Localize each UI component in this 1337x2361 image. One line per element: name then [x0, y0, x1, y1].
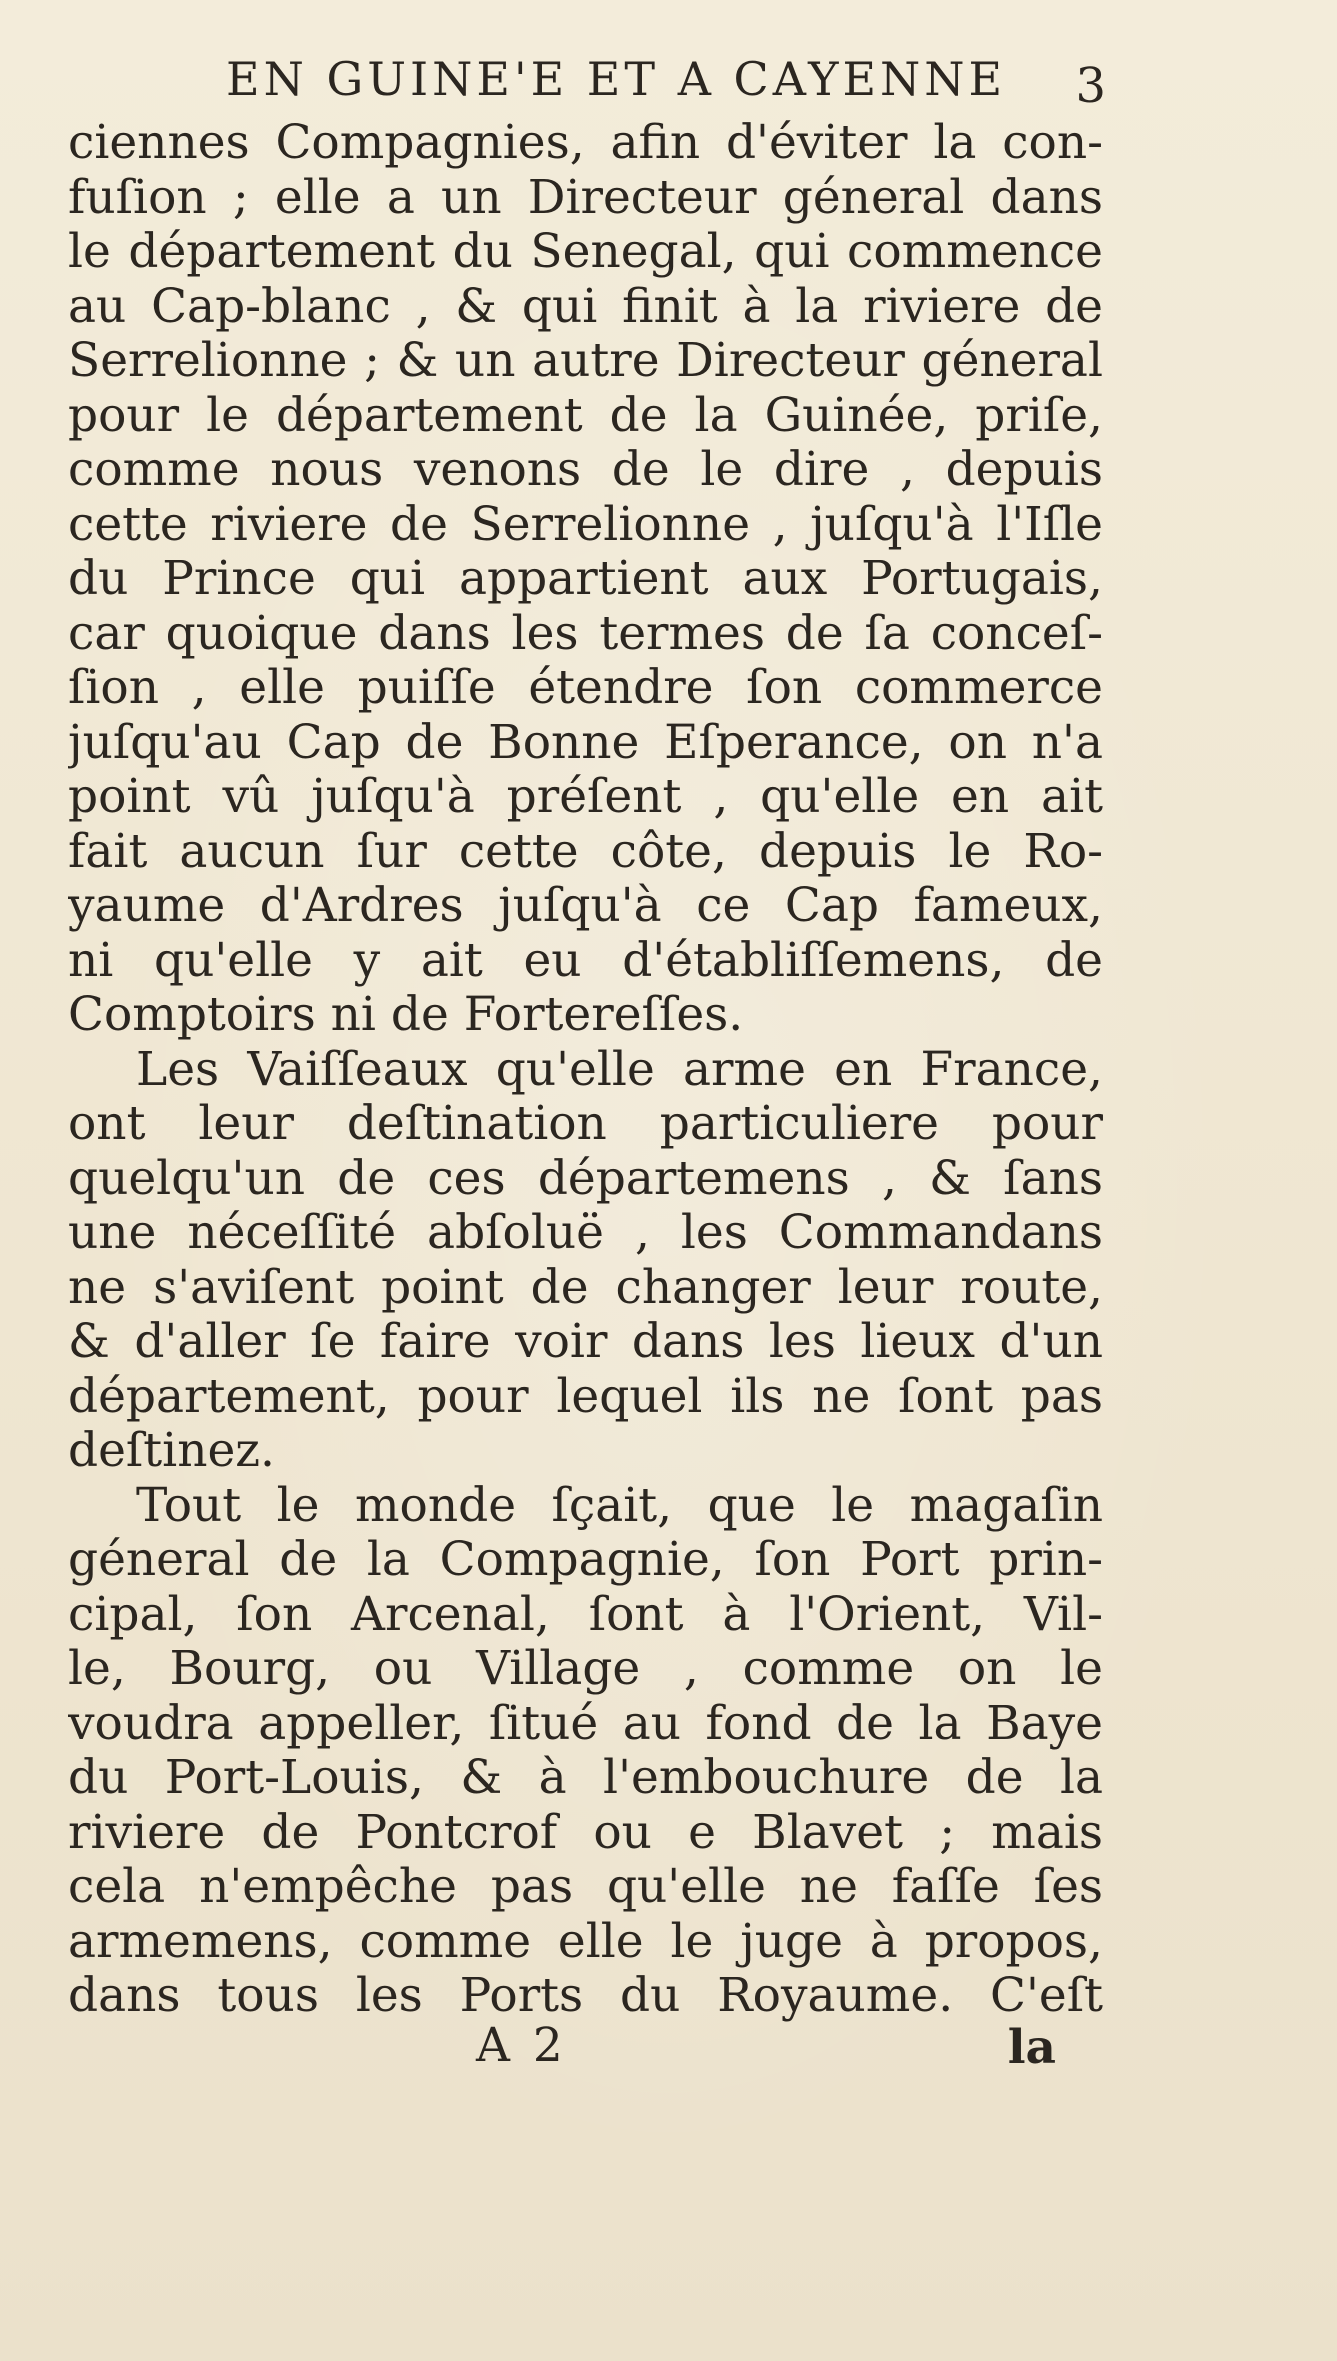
text-line: Comptoirs ni de Fortereſſes.	[68, 988, 744, 1042]
text-line: quelqu'un de ces départemens , & ſans	[68, 1151, 1103, 1206]
text-line: une néceſſité abſoluë , les Commandans	[68, 1206, 1103, 1260]
text-line: ne s'aviſent point de changer leur route,	[68, 1260, 1103, 1315]
page-number: 3	[1075, 58, 1106, 114]
text-line: voudra appeller, ſitué au fond de la Baye	[68, 1696, 1103, 1751]
text-line: armemens, comme elle le juge à propos,	[68, 1914, 1103, 1969]
text-line: le département du Senegal, qui commence	[68, 225, 1103, 279]
text-line: fuſion ; elle a un Directeur géneral dans	[68, 170, 1103, 225]
text-line: le, Bourg, ou Village , comme on le	[68, 1642, 1103, 1696]
text-line: ciennes Compagnies, afin d'éviter la con-	[68, 116, 1103, 170]
text-line: département, pour lequel ils ne ſont pas	[68, 1369, 1103, 1424]
text-line: comme nous venons de le dire , depuis	[68, 443, 1103, 497]
text-line: point vû juſqu'à préſent , qu'elle en ait	[68, 770, 1103, 824]
text-line: dans tous les Ports du Royaume. C'eſt	[68, 1969, 1103, 2023]
text-line: & d'aller ſe faire voir dans les lieux d'un	[68, 1315, 1103, 1369]
text-line: juſqu'au Cap de Bonne Eſperance, on n'a	[68, 715, 1103, 770]
text-line: yaume d'Ardres juſqu'à ce Cap fameux,	[68, 879, 1103, 933]
page-header	[226, 46, 1106, 116]
text-line: fait aucun ſur cette côte, depuis le Ro-	[68, 824, 1103, 879]
signature-mark: A 2	[476, 2018, 567, 2073]
text-line: ont leur deſtination particuliere pour	[68, 1097, 1103, 1151]
text-line: cipal, ſon Arcenal, ſont à l'Orient, Vil-	[68, 1587, 1103, 1642]
page-footer	[476, 2018, 1056, 2080]
text-line: du Port-Louis, & à l'embouchure de la	[68, 1751, 1103, 1805]
text-line: ſion , elle puiſſe étendre ſon commerce	[68, 661, 1103, 715]
text-line: au Cap-blanc , & qui finit à la riviere de	[68, 279, 1103, 334]
running-title: EN GUINE'E ET A CAYENNE	[226, 52, 1007, 106]
text-line: Serrelionne ; & un autre Directeur géneral	[68, 334, 1103, 388]
paragraph-start-line: Les Vaiſſeaux qu'elle arme en France,	[136, 1042, 1103, 1097]
text-line: riviere de Pontcrof ou e Blavet ; mais	[68, 1805, 1103, 1860]
text-line: cela n'empêche pas qu'elle ne faſſe ſes	[68, 1860, 1103, 1914]
catchword: la	[1007, 2020, 1056, 2075]
paragraph-start-line: Tout le monde ſçait, que le magaſin	[136, 1478, 1103, 1533]
text-line: du Prince qui appartient aux Portugais,	[68, 552, 1103, 606]
text-line: ni qu'elle y ait eu d'établiſſemens, de	[68, 933, 1103, 988]
text-line: car quoique dans les termes de ſa conceſ-	[68, 606, 1103, 661]
text-line: cette riviere de Serrelionne , juſqu'à l'Iſle	[68, 497, 1103, 552]
text-line: deſtinez.	[68, 1424, 276, 1478]
text-line: géneral de la Compagnie, ſon Port prin-	[68, 1533, 1103, 1587]
body-text	[68, 116, 1103, 2024]
text-line: pour le département de la Guinée, priſe,	[68, 388, 1103, 443]
